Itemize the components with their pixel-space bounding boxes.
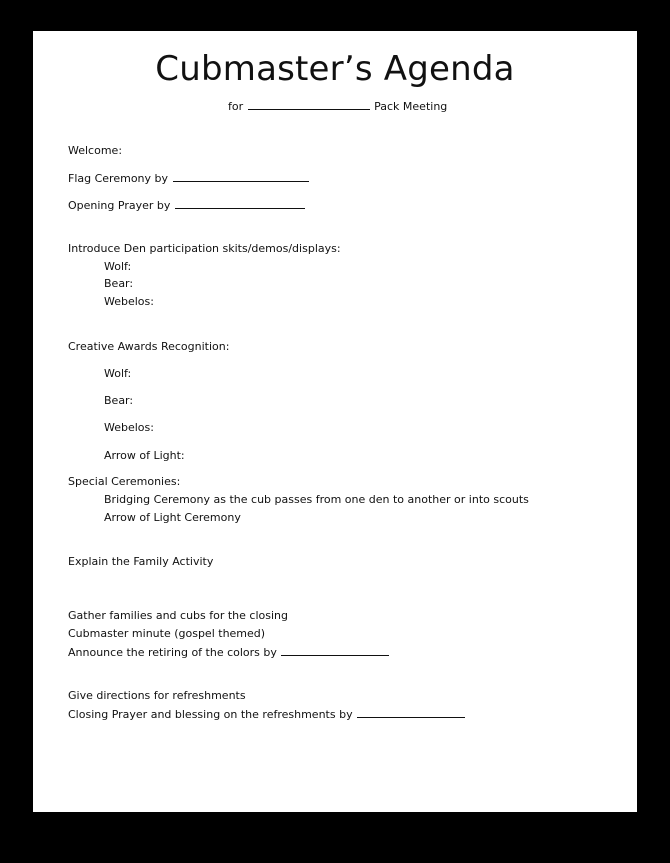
- closing-prayer-item: [68, 707, 466, 722]
- den-wolf-item: Wolf:: [104, 260, 132, 273]
- retiring-colors-blank[interactable]: [281, 645, 389, 656]
- special-ceremonies-heading: Special Ceremonies:: [68, 475, 181, 488]
- subtitle-pack-meeting: Pack Meeting: [374, 100, 448, 113]
- creative-awards-heading: Creative Awards Recognition:: [68, 340, 230, 353]
- den-webelos-item: Webelos:: [104, 295, 154, 308]
- welcome-item: Welcome:: [68, 144, 123, 157]
- den-bear-item: Bear:: [104, 277, 134, 290]
- flag-ceremony-label: Flag Ceremony by: [68, 172, 169, 185]
- closing-prayer-blank[interactable]: [357, 707, 465, 718]
- opening-prayer-label: Opening Prayer by: [68, 199, 171, 212]
- closing-prayer-label: Closing Prayer and blessing on the refreshments by: [68, 708, 353, 721]
- award-arrow-of-light-item: Arrow of Light:: [104, 449, 185, 462]
- gather-families-item: Gather families and cubs for the closing: [68, 609, 288, 622]
- flag-ceremony-item: [68, 171, 310, 186]
- subtitle-for: for: [228, 100, 244, 113]
- award-bear-item: Bear:: [104, 394, 134, 407]
- award-webelos-item: Webelos:: [104, 421, 154, 434]
- cubmaster-minute-item: Cubmaster minute (gospel themed): [68, 627, 266, 640]
- arrow-of-light-ceremony-item: Arrow of Light Ceremony: [104, 511, 241, 524]
- flag-ceremony-blank[interactable]: [173, 171, 309, 182]
- meeting-subtitle: [228, 99, 447, 114]
- refreshments-item: Give directions for refreshments: [68, 689, 246, 702]
- page-title: Cubmaster’s Agenda: [155, 49, 515, 89]
- opening-prayer-blank[interactable]: [175, 198, 305, 209]
- award-wolf-item: Wolf:: [104, 367, 132, 380]
- family-activity-item: Explain the Family Activity: [68, 555, 214, 568]
- introduce-dens-heading: Introduce Den participation skits/demos/displays:: [68, 242, 341, 255]
- bridging-ceremony-item: Bridging Ceremony as the cub passes from one den to another or into scouts: [104, 493, 529, 506]
- retiring-colors-item: [68, 645, 390, 660]
- retiring-colors-label: Announce the retiring of the colors by: [68, 646, 277, 659]
- agenda-page: [33, 31, 637, 812]
- opening-prayer-item: [68, 198, 306, 213]
- meeting-name-blank[interactable]: [248, 99, 370, 110]
